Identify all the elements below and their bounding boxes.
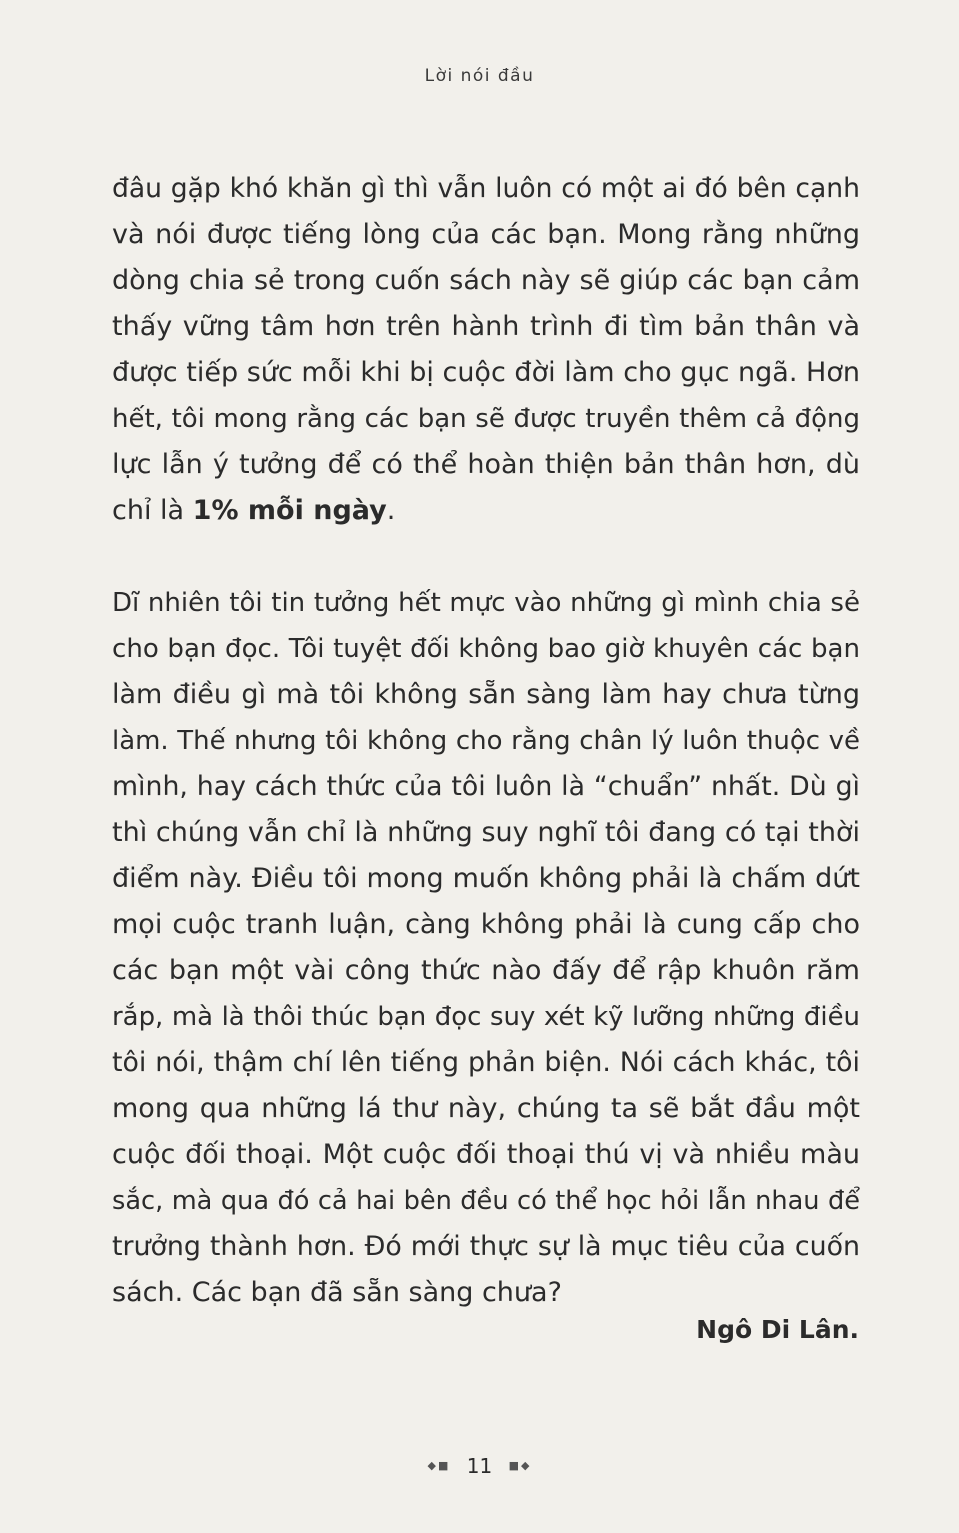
text-line: trưởng thành hơn. Đó mới thực sự là mục tiêu của cuốn	[112, 1231, 860, 1262]
text-line: mình, hay cách thức của tôi luôn là “chuẩn” nhất. Dù gì	[112, 771, 860, 802]
text-line: đâu gặp khó khăn gì thì vẫn luôn có một ai đó bên cạnh	[112, 173, 860, 204]
paragraph-1	[112, 166, 860, 534]
text-line: mọi cuộc tranh luận, càng không phải là cung cấp cho	[112, 909, 860, 940]
ornament-left-icon: ◆■	[427, 1459, 451, 1472]
text-line: hết, tôi mong rằng các bạn sẽ được truyền thêm cả động	[112, 404, 860, 434]
text-line: tôi nói, thậm chí lên tiếng phản biện. Nói cách khác, tôi	[112, 1047, 860, 1078]
text-line: các bạn một vài công thức nào đấy để rập khuôn răm	[112, 955, 860, 986]
page-footer	[0, 1452, 959, 1478]
text-line: dòng chia sẻ trong cuốn sách này sẽ giúp các bạn cảm	[112, 265, 860, 296]
text-line: cho bạn đọc. Tôi tuyệt đối không bao giờ khuyên các bạn	[112, 634, 860, 664]
body-text	[112, 166, 860, 1316]
paragraph-2	[112, 580, 860, 1316]
text-line: lực lẫn ý tưởng để có thể hoàn thiện bản thân hơn, dù	[112, 449, 860, 480]
text-line: được tiếp sức mỗi khi bị cuộc đời làm cho gục ngã. Hơn	[112, 357, 860, 388]
text-line: điểm này. Điều tôi mong muốn không phải là chấm dứt	[112, 863, 860, 894]
text-line-last	[112, 488, 860, 534]
text-line: rắp, mà là thôi thúc bạn đọc suy xét kỹ lưỡng những điều	[112, 1002, 860, 1032]
author-signature: Ngô Di Lân.	[696, 1315, 859, 1344]
text-line: mong qua những lá thư này, chúng ta sẽ bắt đầu một	[112, 1093, 860, 1124]
running-header: Lời nói đầu	[424, 66, 535, 86]
paragraph-gap	[112, 534, 860, 580]
text-line: Dĩ nhiên tôi tin tưởng hết mực vào những gì mình chia sẻ	[112, 588, 860, 618]
page-number: 11	[466, 1453, 493, 1478]
text-line: và nói được tiếng lòng của các bạn. Mong rằng những	[112, 219, 860, 250]
text-segment: chỉ là	[112, 495, 193, 526]
text-line: sắc, mà qua đó cả hai bên đều có thể học hỏi lẫn nhau để	[112, 1186, 860, 1216]
text-line: làm điều gì mà tôi không sẵn sàng làm hay chưa từng	[112, 679, 860, 710]
emphasis-text: 1% mỗi ngày	[192, 495, 387, 526]
text-line-last: sách. Các bạn đã sẵn sàng chưa?	[112, 1277, 562, 1308]
ornament-right-icon: ■◆	[508, 1459, 532, 1472]
text-segment: .	[386, 495, 396, 526]
text-line: làm. Thế nhưng tôi không cho rằng chân lý luôn thuộc về	[112, 726, 860, 756]
text-line: thì chúng vẫn chỉ là những suy nghĩ tôi đang có tại thời	[112, 817, 860, 848]
text-line: thấy vững tâm hơn trên hành trình đi tìm bản thân và	[112, 311, 860, 342]
text-line: cuộc đối thoại. Một cuộc đối thoại thú vị và nhiều màu	[112, 1139, 860, 1170]
